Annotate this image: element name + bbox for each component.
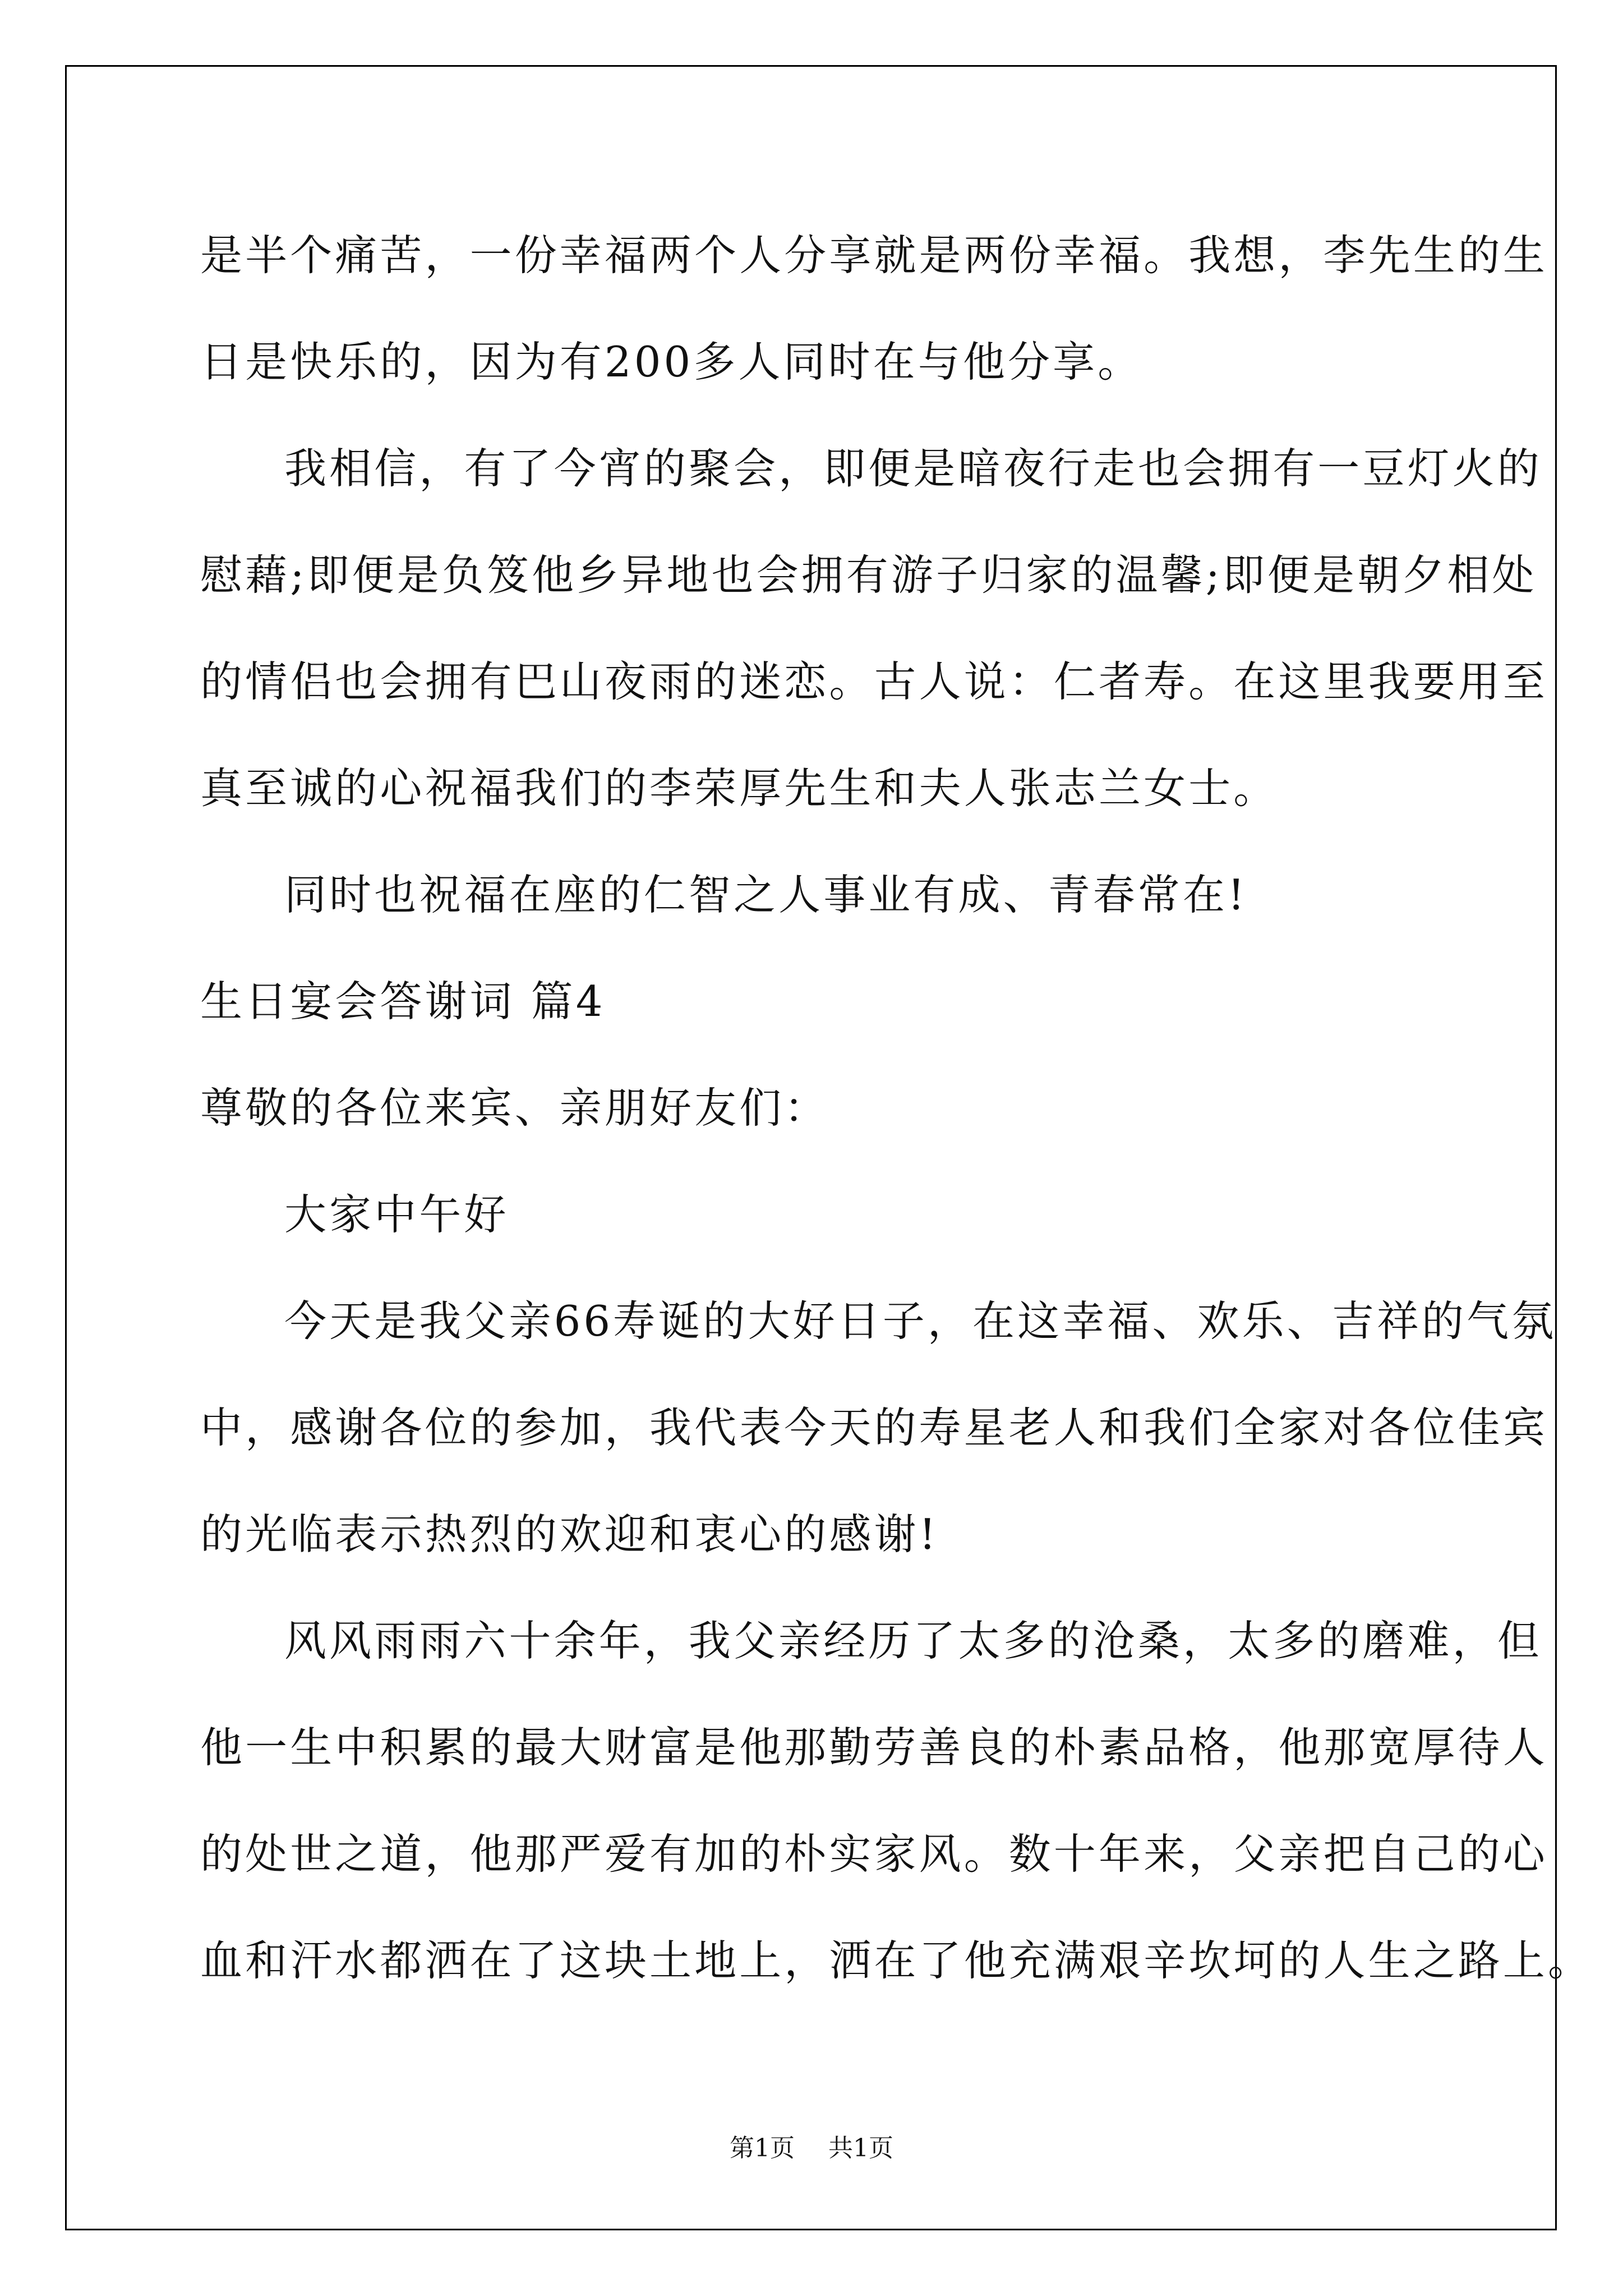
text-line: 风风雨雨六十余年，我父亲经历了太多的沧桑，太多的磨难，但 [284,1616,1542,1665]
text-line: 血和汗水都洒在了这块土地上，洒在了他充满艰辛坎坷的人生之路上。 [200,1936,1593,1985]
text-line: 今天是我父亲66寿诞的大好日子，在这幸福、欢乐、吉祥的气氛 [284,1296,1557,1346]
text-line: 尊敬的各位来宾、亲朋好友们： [200,1083,829,1133]
text-line: 同时也祝福在座的仁智之人事业有成、青春常在! [284,870,1248,919]
text-line: 生日宴会答谢词 篇4 [200,977,606,1026]
text-line: 的情侣也会拥有巴山夜雨的迷恋。古人说：仁者寿。在这里我要用至 [200,657,1548,706]
text-line: 大家中午好 [284,1190,509,1239]
document-body [200,202,1593,2014]
text-line: 慰藉;即便是负笈他乡异地也会拥有游子归家的温馨;即便是朝夕相处 [200,550,1537,600]
text-line: 是半个痛苦，一份幸福两个人分享就是两份幸福。我想，李先生的生 [200,231,1548,280]
text-line: 的光临表示热烈的欢迎和衷心的感谢! [200,1510,939,1559]
text-line: 他一生中积累的最大财富是他那勤劳善良的朴素品格，他那宽厚待人 [200,1723,1548,1772]
page-total: 共1页 [828,2134,893,2162]
text-line: 的处世之道，他那严爱有加的朴实家风。数十年来，父亲把自己的心 [200,1829,1548,1879]
text-line: 日是快乐的，因为有200多人同时在与他分享。 [200,337,1143,386]
text-line: 真至诚的心祝福我们的李荣厚先生和夫人张志兰女士。 [200,763,1279,813]
page-footer [0,2132,1623,2165]
text-line: 中，感谢各位的参加，我代表今天的寿星老人和我们全家对各位佳宾 [200,1403,1548,1452]
page-number: 第1页 [730,2134,795,2162]
text-line: 我相信，有了今宵的聚会，即便是暗夜行走也会拥有一豆灯火的 [284,444,1542,493]
